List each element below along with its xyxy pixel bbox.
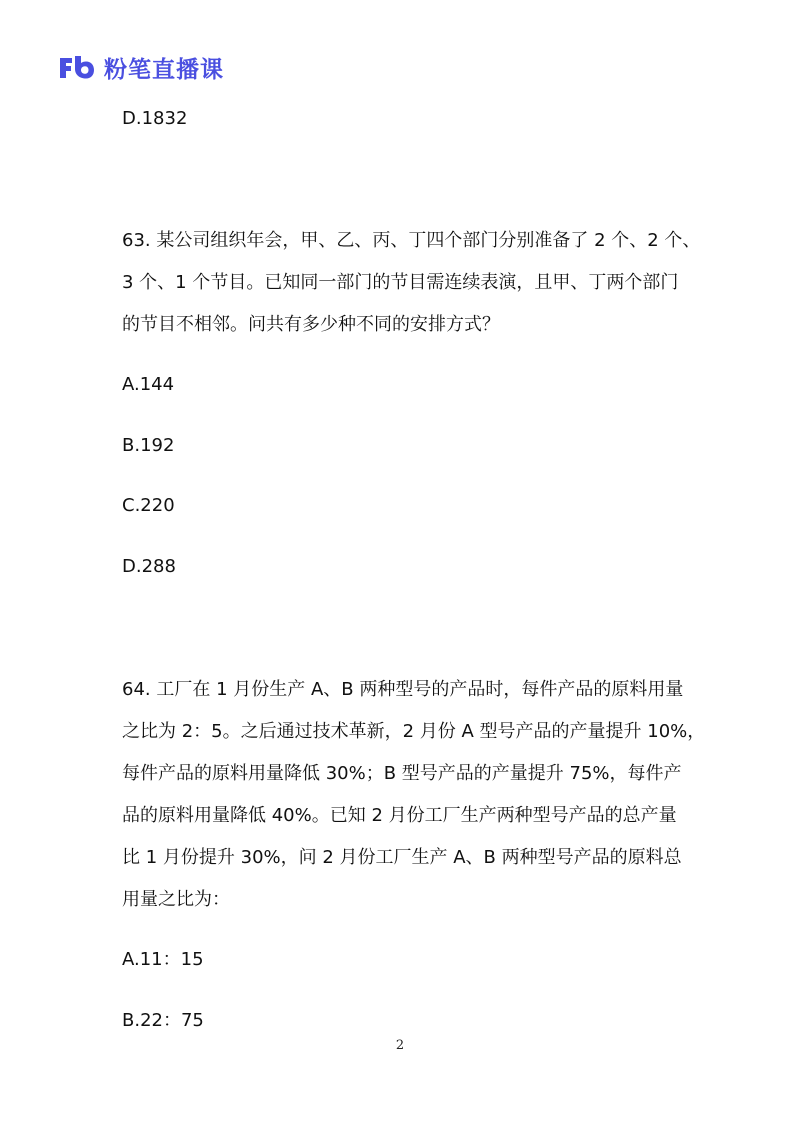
option-b-q64: B.22：75: [122, 1010, 204, 1031]
question-63-line-2: 3 个、1 个节目。已知同一部门的节目需连续表演，且甲、丁两个部门: [122, 272, 679, 293]
question-63-line-1: 63. 某公司组织年会，甲、乙、丙、丁四个部门分别准备了 2 个、2 个、: [122, 230, 701, 251]
question-64-line-2: 之比为 2：5。之后通过技术革新，2 月份 A 型号产品的产量提升 10%，: [122, 721, 706, 742]
question-64-line-4: 品的原料用量降低 40%。已知 2 月份工厂生产两种型号产品的总产量: [122, 805, 677, 826]
option-a-q64: A.11：15: [122, 949, 204, 970]
fenbi-fb-logo-icon: [58, 54, 96, 80]
logo-text: 粉笔直播课: [104, 56, 224, 83]
option-b-q63: B.192: [122, 435, 175, 456]
question-64-line-6: 用量之比为：: [122, 889, 230, 910]
page-number: 2: [395, 1038, 405, 1053]
option-c-q63: C.220: [122, 495, 175, 516]
question-63-line-3: 的节目不相邻。问共有多少种不同的安排方式？: [122, 314, 500, 335]
brand-logo: [58, 52, 224, 82]
option-a-q63: A.144: [122, 374, 175, 395]
question-64-line-3: 每件产品的原料用量降低 30%；B 型号产品的产量提升 75%，每件产: [122, 763, 682, 784]
option-d-q62: D.1832: [122, 108, 188, 129]
option-d-q63: D.288: [122, 556, 176, 577]
question-64-line-5: 比 1 月份提升 30%，问 2 月份工厂生产 A、B 两种型号产品的原料总: [122, 847, 682, 868]
question-64-line-1: 64. 工厂在 1 月份生产 A、B 两种型号的产品时，每件产品的原料用量: [122, 679, 684, 700]
